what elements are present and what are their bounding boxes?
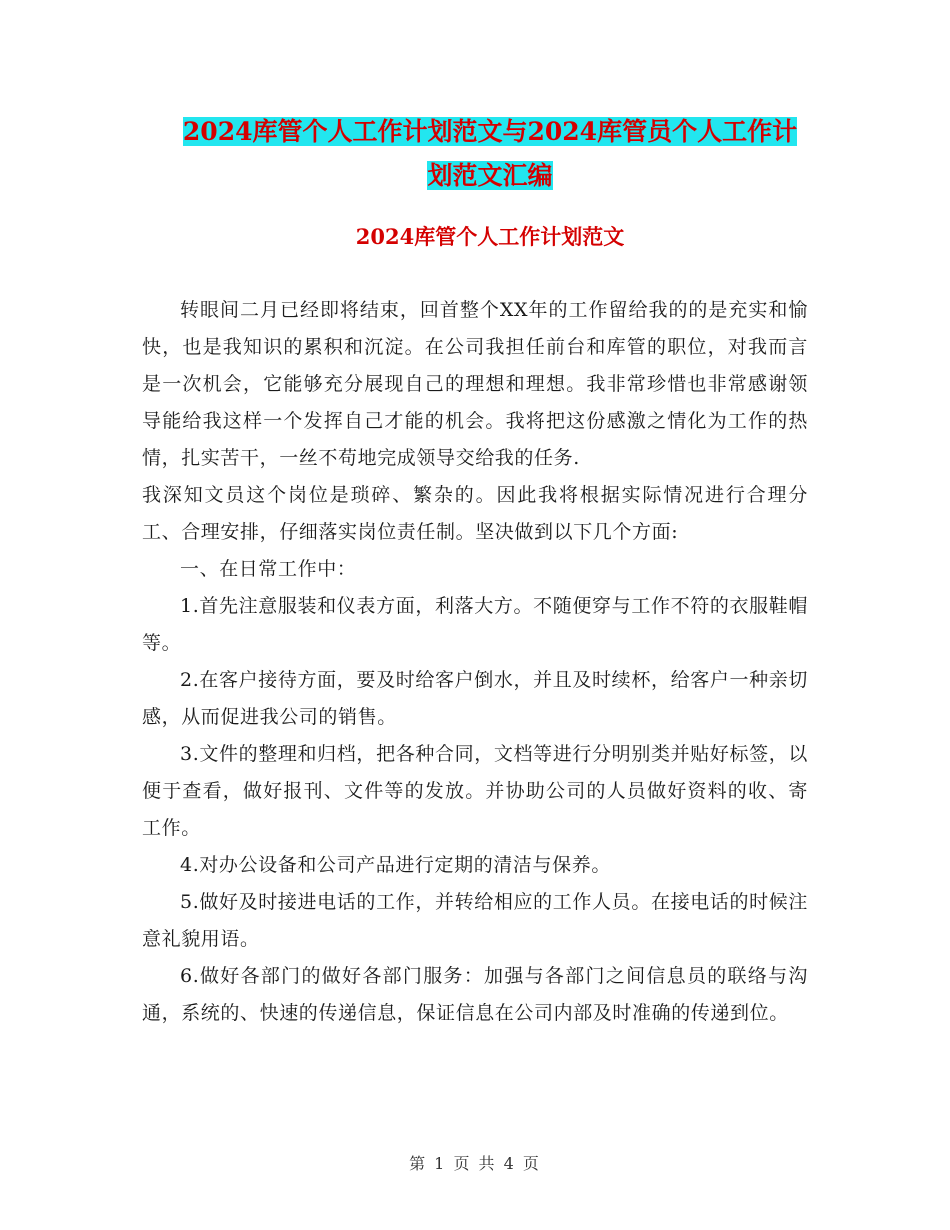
document-title <box>140 110 840 198</box>
paragraph-item-5: 5.做好及时接进电话的工作，并转给相应的工作人员。在接电话的时候注意礼貌用语。 <box>142 891 808 950</box>
document-title-line1: 2024库管个人工作计划范文与2024库管员个人工作计 <box>182 117 798 146</box>
paragraph-intro: 转眼间二月已经即将结束，回首整个XX年的工作留给我的的是充实和愉快，也是我知识的累积和沉淀。在公司我担任前台和库管的职位，对我而言是一次机会，它能够充分展现自己的理想和理想。我非常珍惜也非常感谢领导能给我这样一个发挥自己才能的机会。我将把这份感激之情化为工作的热情，扎实苦干，一丝不苟地完成领导交给我的任务. <box>142 299 808 469</box>
document-title-line2: 划范文汇编 <box>427 161 553 190</box>
document-body <box>142 292 808 1032</box>
page-number-footer: 第 1 页 共 4 页 <box>409 1154 541 1173</box>
paragraph-item-6: 6.做好各部门的做好各部门服务：加强与各部门之间信息员的联络与沟通，系统的、快速的传递信息，保证信息在公司内部及时准确的传递到位。 <box>142 965 808 1024</box>
paragraph-heading-daily-work: 一、在日常工作中： <box>180 558 357 580</box>
paragraph-item-1: 1.首先注意服装和仪表方面，利落大方。不随便穿与工作不符的衣服鞋帽等。 <box>142 595 808 654</box>
paragraph-item-4: 4.对办公设备和公司产品进行定期的清洁与保养。 <box>180 854 611 876</box>
paragraph-item-2: 2.在客户接待方面，要及时给客户倒水，并且及时续杯，给客户一种亲切感，从而促进我公司的销售。 <box>142 669 808 728</box>
paragraph-item-3: 3.文件的整理和归档，把各种合同，文档等进行分明别类并贴好标签，以便于查看，做好报刊、文件等的发放。并协助公司的人员做好资料的收、寄工作。 <box>142 743 808 839</box>
paragraph-duties: 我深知文员这个岗位是琐碎、繁杂的。因此我将根据实际情况进行合理分工、合理安排，仔细落实岗位责任制。坚决做到以下几个方面: <box>142 484 808 543</box>
section-title: 2024库管个人工作计划范文 <box>355 224 625 249</box>
